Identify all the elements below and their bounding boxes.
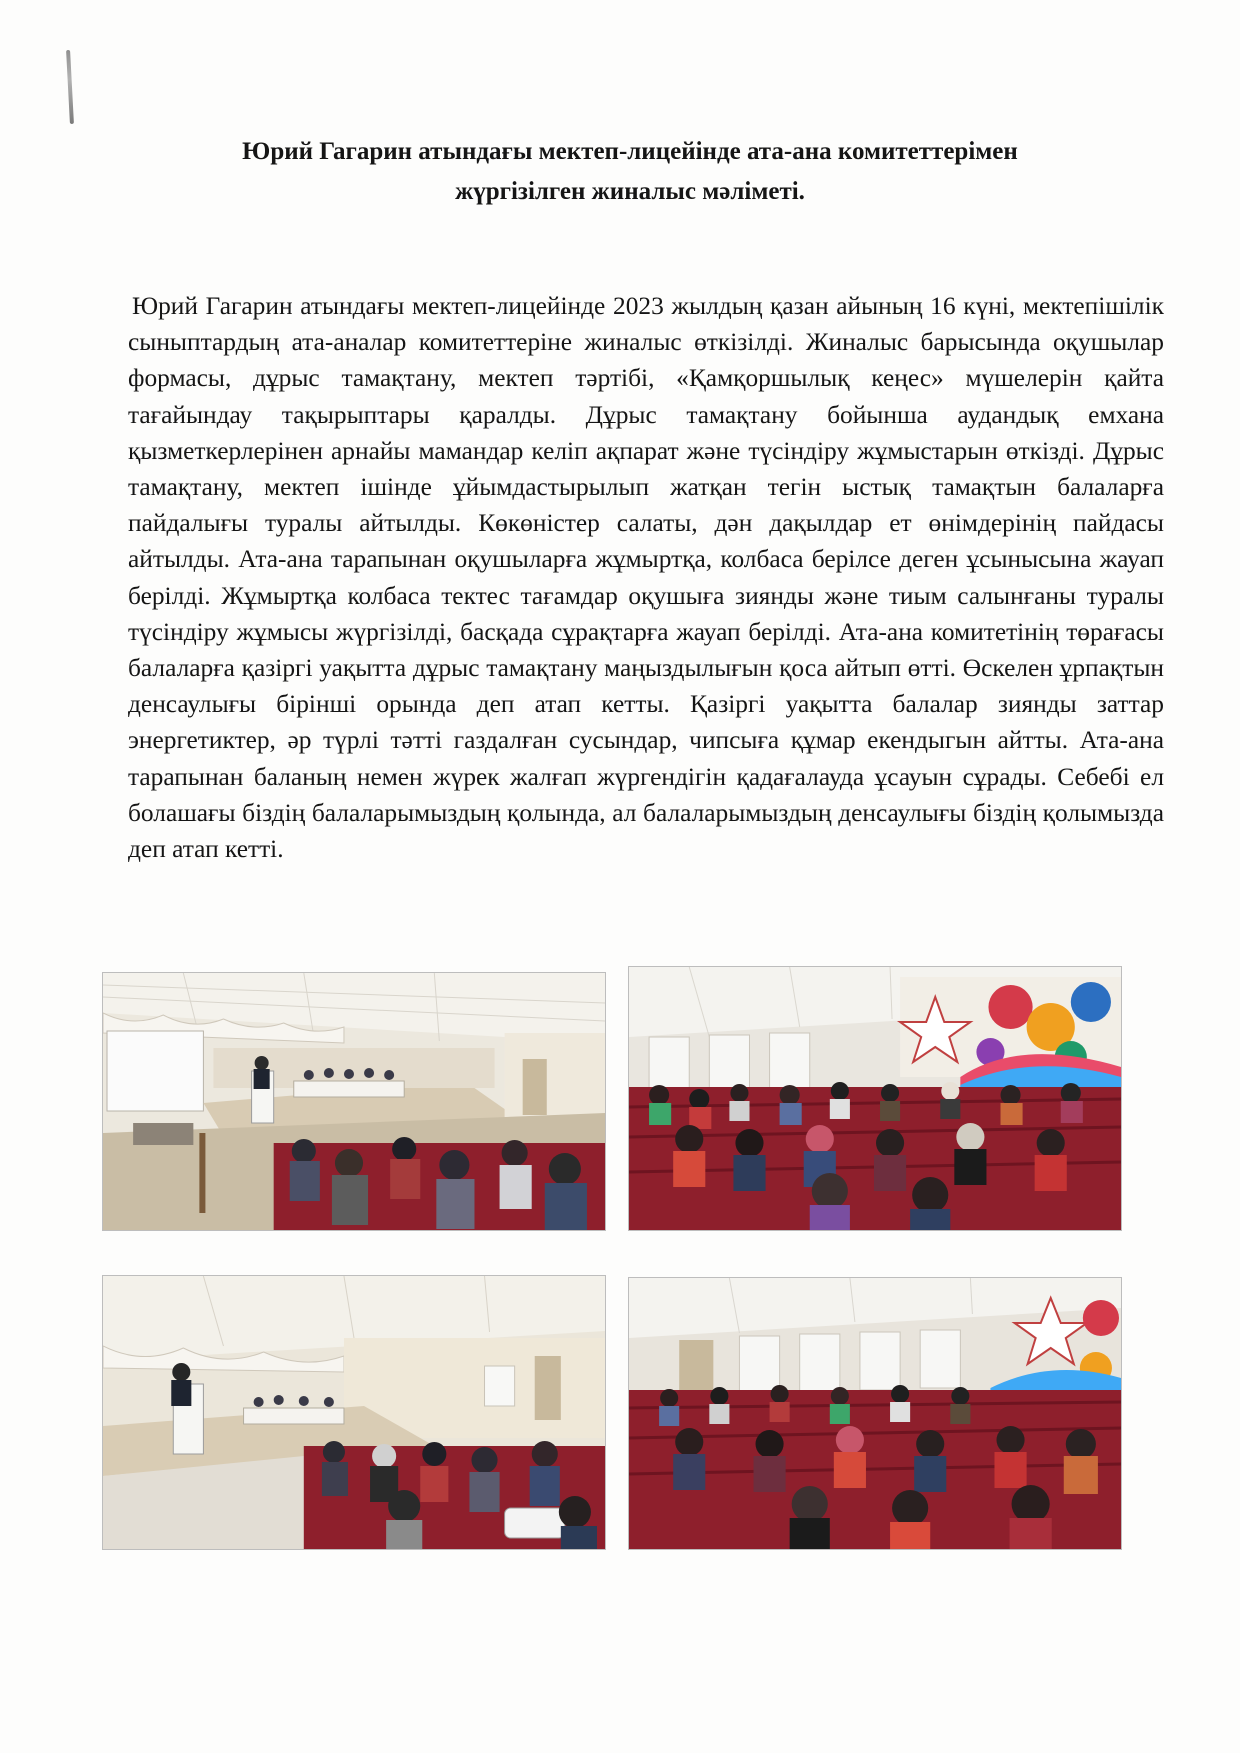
title-line-1: Юрий Гагарин атындағы мектеп-лицейінде ата-ана комитеттерімен xyxy=(242,138,1018,165)
staple-mark xyxy=(66,50,74,124)
meeting-photo-audience-rows xyxy=(628,1277,1122,1550)
title-line-2: жүргізілген жиналыс мәліметі. xyxy=(455,178,805,205)
meeting-photo-hall xyxy=(102,1275,606,1550)
meeting-photo-podium xyxy=(102,972,606,1231)
meeting-photo-audience xyxy=(628,966,1122,1231)
document-title xyxy=(150,132,1110,212)
body-paragraph: Юрий Гагарин атындағы мектеп-лицейінде 2023 жылдың қазан айының 16 күні, мектепішілік сыныптардың ата-аналар комитеттеріне жиналыс өткізілді. Жиналыс барысында оқушылар формасы, дұрыс тамақтану, мектеп тәртібі, «Қамқоршылық кеңес» мүшелерін қайта тағайындау тақырыптары қаралды. Дұрыс тамақтану бойынша аудандық емхана қызметкерлерінен арнайы мамандар келіп ақпарат және түсіндіру жұмыстарын өткізді. Дұрыс тамақтану, мектеп ішінде ұйымдастырылып жатқан тегін ыстық тамақтын балаларға пайдалығы туралы айтылды. Көкөністер салаты, дән дақылдар ет өнімдерінің пайдасы айтылды. Ата-ана тарапынан оқушыларға жұмыртқа, колбаса берілсе деген ұсынысына жауап берілді. Жұмыртқа колбаса тектес тағамдар оқушыға зиянды және тиым салынғаны туралы түсіндіру жұмысы жүргізілді, басқада сұрақтарға жауап берілді. Ата-ана комитетінің төрағасы балаларға қазіргі уақытта дұрыс тамақтану маңыздылығын қоса айтып өтті. Өскелен ұрпақтын денсаулығы бірінші орында деп атап кетты. Қазіргі уақытта балалар зиянды заттар энергетиктер, әр түрлі тәтті газдалған сусындар, чипсыға құмар екендыгын айтты. Ата-ана тарапынан баланың немен жүрек жалғап жүргендігін қадағалауда ұсауын сұрады. Себебі ел болашағы біздің балаларымыздың қолында, ал балаларымыздың денсаулығы біздің қолымызда деп атап кетті. xyxy=(128,292,1164,864)
